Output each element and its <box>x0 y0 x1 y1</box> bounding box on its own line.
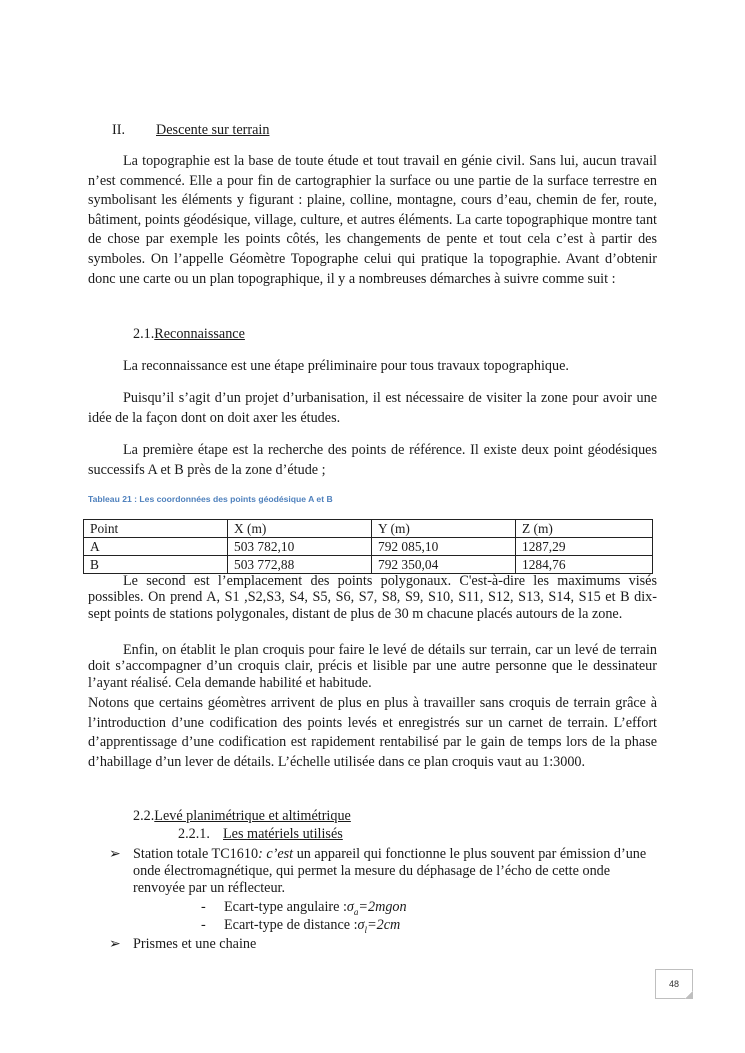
table-cell: 503 772,88 <box>228 556 372 574</box>
table-cell: B <box>84 556 228 574</box>
dash-bullet-icon: - <box>201 899 206 915</box>
subsection-2-2-1-number: 2.2.1. <box>178 826 210 842</box>
angular-std-value: =2mgon <box>358 899 407 915</box>
table-cell: 503 782,10 <box>228 538 372 556</box>
polygonal-points-paragraph: Le second est l’emplacement des points polygonaux. C'est-à-dire les maximums visés possibles. On prend A, S1 ,S2,S3, S4, S5, S6, S7, S8, S9, S10, S11, S12, S13, S14, S15 et B dix-sept points de stations polygonales, distant de plus de 30 m chacune placés autours de la zone. <box>88 573 657 622</box>
codification-paragraph: Notons que certains géomètres arrivent de plus en plus à travailler sans croquis de terrain grâce à l’introduction d’une codification des points levés et enregistrés sur un carnet de terrain. L’effort d’apprentissage d’une codification est rapidement rentabilisé par le gain de temps lors de la phase d’habillage d’un lever de détails. L’échelle utilisée dans ce plan croquis vaut au 1:3000. <box>88 695 657 770</box>
table-row <box>84 556 653 574</box>
table-cell: A <box>84 538 228 556</box>
subsection-2-1-heading <box>133 325 245 343</box>
table-cell: 1284,76 <box>516 556 653 574</box>
subsection-2-1-number: 2.1. <box>133 326 155 342</box>
prisms-text: Prismes et une chaine <box>133 936 257 952</box>
list-item-prisms <box>88 936 657 953</box>
table-caption: Tableau 21 : Les coordonnées des points géodésique A et B <box>88 494 333 504</box>
arrow-bullet-icon: ➢ <box>109 936 121 952</box>
page-number: 48 <box>655 969 693 999</box>
list-item-total-station <box>88 846 657 898</box>
table-row <box>84 538 653 556</box>
reconnaissance-paragraph-3: La première étape est la recherche des points de référence. Il existe deux point géodésiques successifs A et B près de la zone d’étude ; <box>88 442 657 478</box>
table-cell: 792 085,10 <box>372 538 516 556</box>
table-header-cell: Point <box>84 520 228 538</box>
angular-std-label: Ecart-type angulaire : <box>224 899 347 915</box>
reconnaissance-paragraph-1: La reconnaissance est une étape préliminaire pour tous travaux topographique. <box>123 358 569 374</box>
subsection-2-1-title: Reconnaissance <box>154 326 245 342</box>
arrow-bullet-icon: ➢ <box>109 846 121 862</box>
table-header-row <box>84 520 653 538</box>
distance-std-value: =2cm <box>367 917 401 933</box>
total-station-description: un appareil qui fonctionne le plus souvent par émission d’une onde électromagnétique, qui permet la mesure du déphasage de l’écho de cette onde renvoyée par un réflecteur. <box>133 846 647 897</box>
subsection-2-2-title: Levé planimétrique et altimétrique <box>154 808 351 824</box>
distance-std-label: Ecart-type de distance : <box>224 917 358 933</box>
subsection-2-2-1-title: Les matériels utilisés <box>223 826 343 842</box>
sketch-plan-paragraph: Enfin, on établit le plan croquis pour faire le levé de détails sur terrain, car un levé de terrain doit s’accompagner d’un croquis clair, précis et lisible par une autre personne que le dessinateur l’ayant réalisé. Cela demande habilité et habitude. <box>88 642 657 691</box>
reconnaissance-paragraph-2: Puisqu’il s’agit d’un projet d’urbanisation, il est nécessaire de visiter la zone pour avoir une idée de la façon dont on doit axer les études. <box>88 390 657 426</box>
coordinates-table <box>83 519 653 574</box>
subsection-2-2-1-heading <box>178 825 343 843</box>
sigma-subscript: a <box>353 906 359 917</box>
section-title: Descente sur terrain <box>156 122 270 138</box>
total-station-lead: Station totale TC1610 <box>133 846 259 862</box>
subsection-2-2-number: 2.2. <box>133 808 155 824</box>
table-header-cell: X (m) <box>228 520 372 538</box>
sigma-symbol: σ <box>357 917 365 933</box>
sigma-symbol: σ <box>346 899 354 915</box>
table-cell: 1287,29 <box>516 538 653 556</box>
section-heading <box>112 121 269 139</box>
intro-paragraph: La topographie est la base de toute étude et tout travail en génie civil. Sans lui, aucun travail n’est commencé. Elle a pour fin de cartographier la surface ou une partie de la surface terrestre en symbolisant les éléments y figurant : plaine, colline, montagne, cours d’eau, chemin de fer, route, bâtiment, points géodésique, village, culture, et autres éléments. La carte topographique montre tant de chose par exemple les points côtés, les changements de pente et tout cela c’est à partir des symboles. On l’appelle Géomètre Topographe celui qui pratique la topographie. Avant d’obtenir donc une carte ou un plan topographique, il y a nombreuses démarches à suivre comme suit : <box>88 153 657 287</box>
table-header-cell: Y (m) <box>372 520 516 538</box>
sigma-subscript: l <box>364 924 368 935</box>
total-station-italic: c’est <box>266 846 294 862</box>
total-station-colon: : <box>258 846 267 862</box>
subsection-2-2-heading <box>133 807 351 825</box>
table-header-cell: Z (m) <box>516 520 653 538</box>
table-cell: 792 350,04 <box>372 556 516 574</box>
dash-bullet-icon: - <box>201 917 206 933</box>
section-number: II. <box>112 122 125 138</box>
